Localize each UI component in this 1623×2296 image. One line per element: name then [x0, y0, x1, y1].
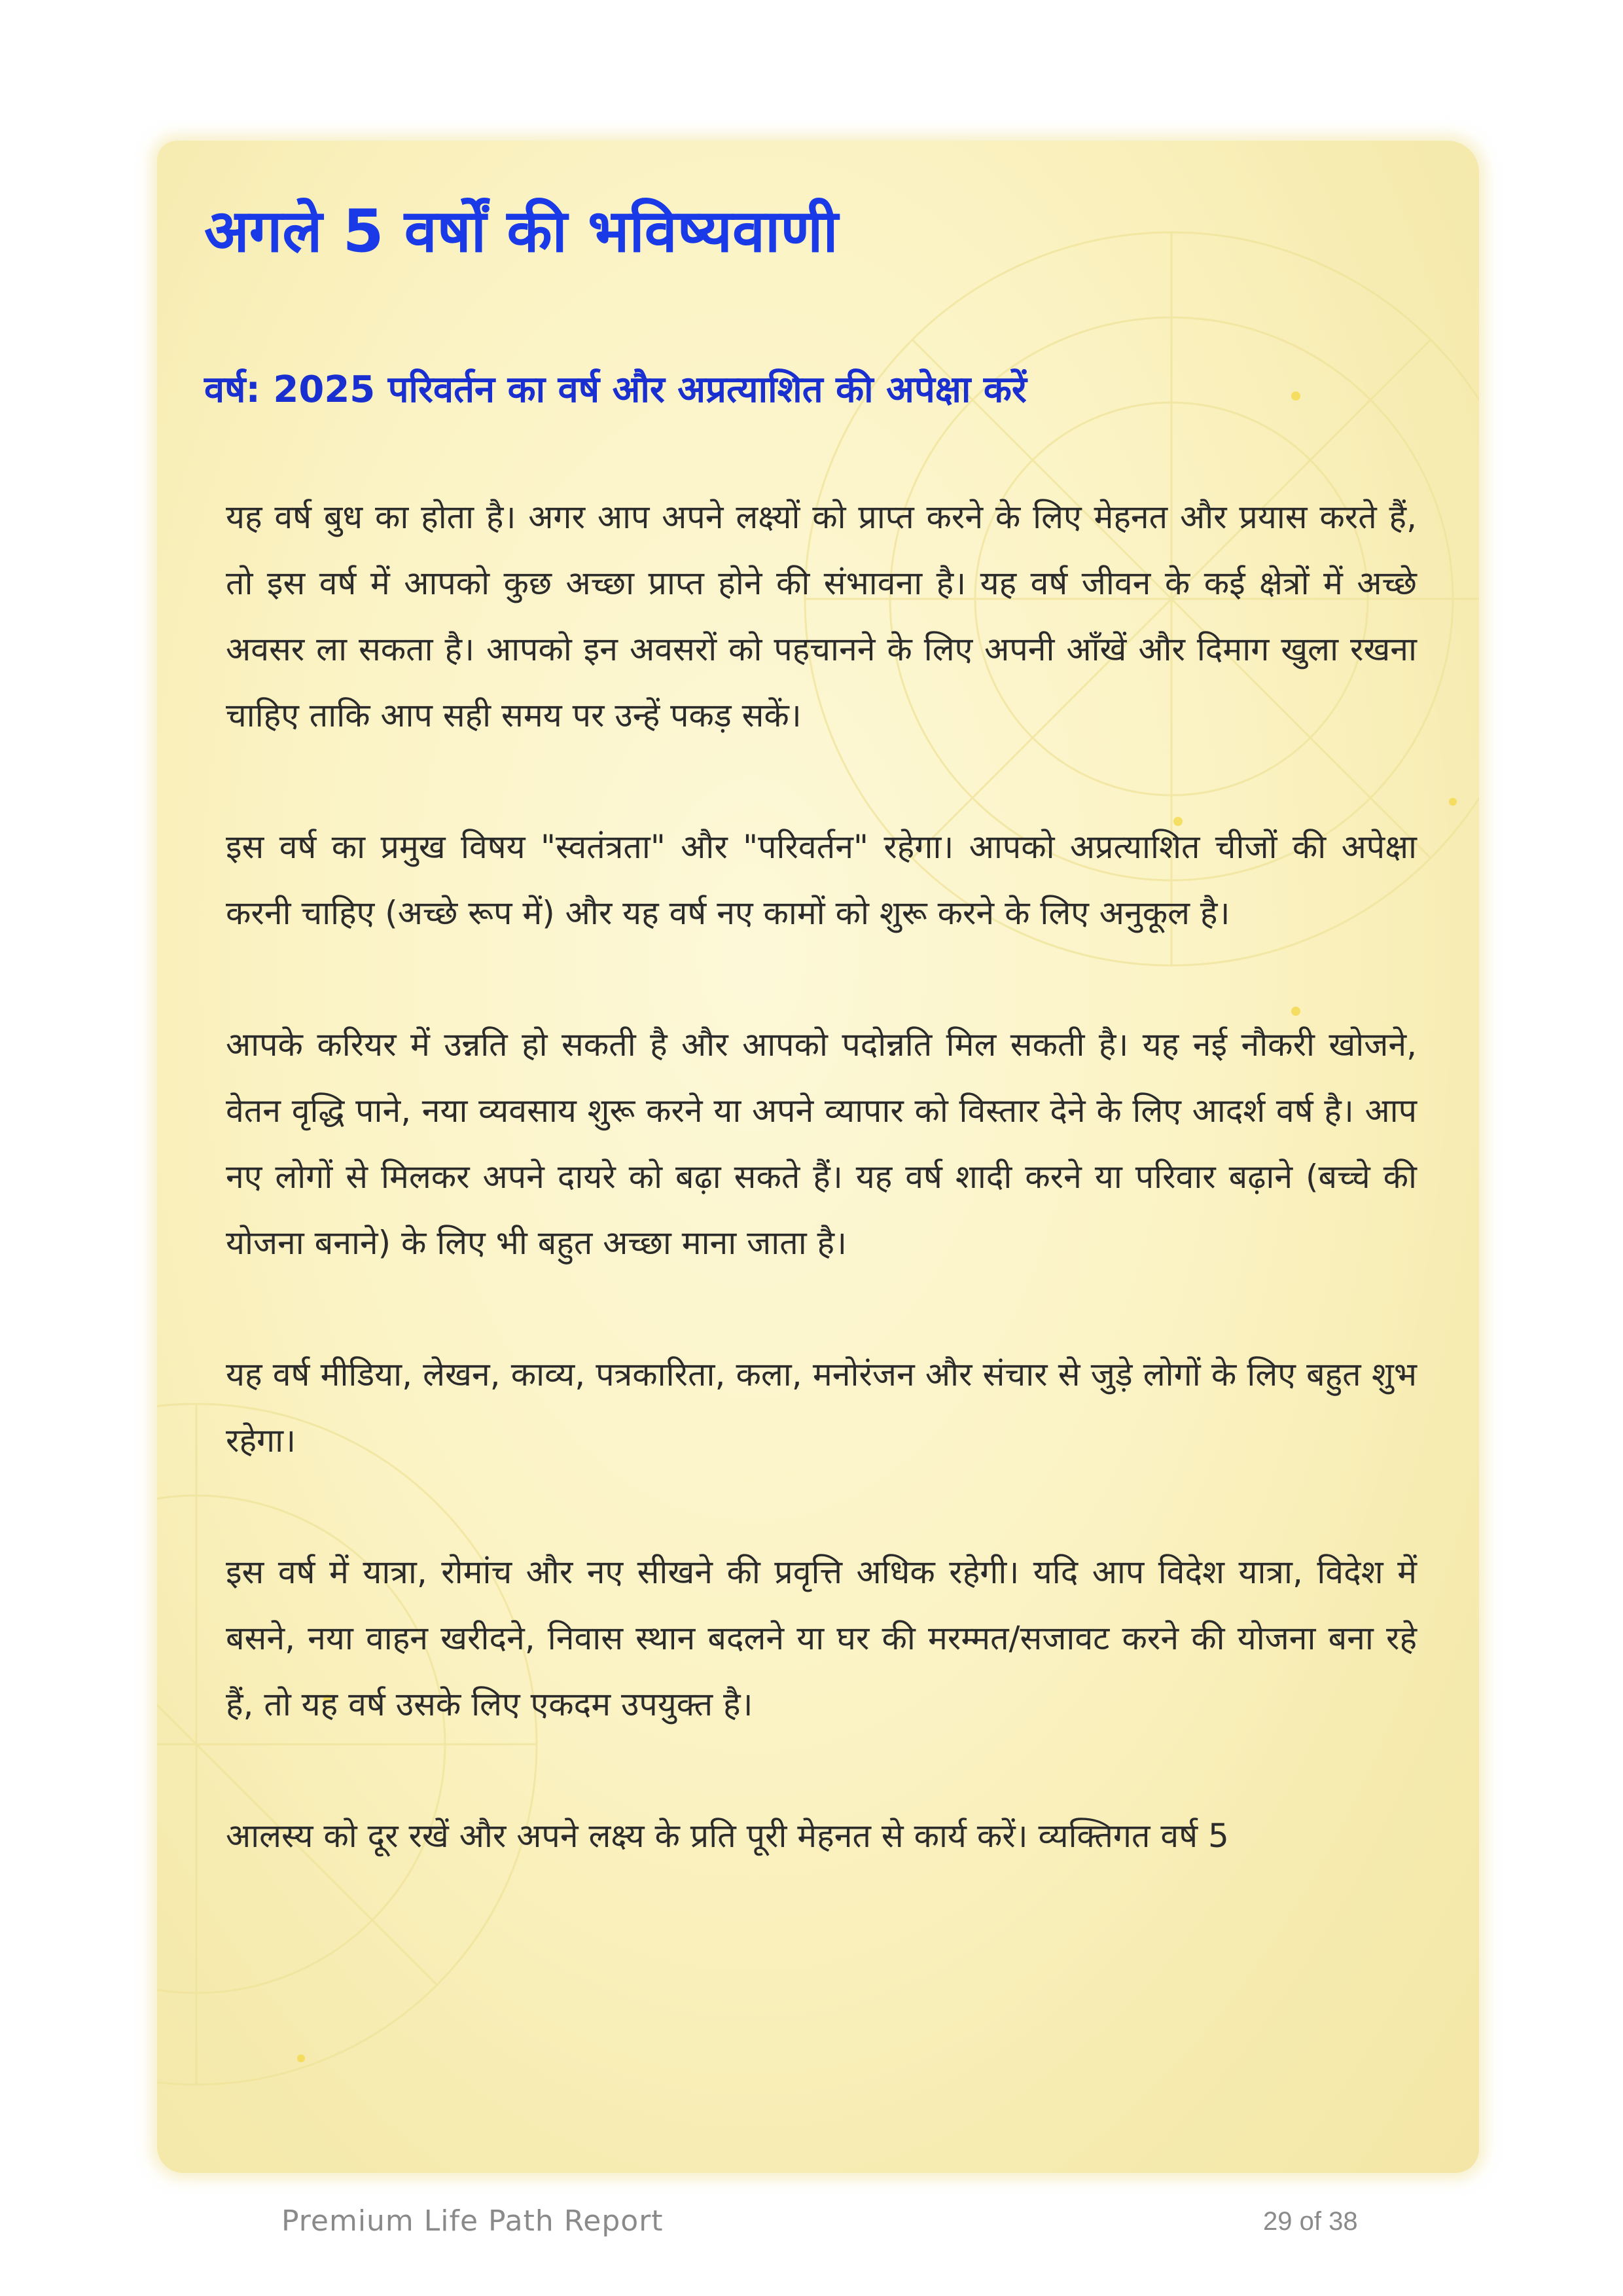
footer-page-number: 29 of 38: [1263, 2207, 1358, 2236]
paragraph-4: यह वर्ष मीडिया, लेखन, काव्य, पत्रकारिता, कला, मनोरंजन और संचार से जुड़े लोगों के लिए बहुत शुभ रहेगा।: [226, 1355, 1417, 1460]
paragraph-3: आपके करियर में उन्नति हो सकती है और आपको पदोन्नति मिल सकती है। यह नई नौकरी खोजने, वेतन वृद्धि पाने, नया व्यवसाय शुरू करने या अपने व्यापार को विस्तार देने के लिए आदर्श वर्ष है। आप नए लोगों से मिलकर अपने दायरे को बढ़ा सकते हैं। यह वर्ष शादी करने या परिवार बढ़ाने (बच्चे की योजना बनाने) के लिए भी बहुत अच्छा माना जाता है।: [226, 1026, 1417, 1262]
paragraph-2: इस वर्ष का प्रमुख विषय "स्वतंत्रता" और "परिवर्तन" रहेगा। आपको अप्रत्याशित चीजों की अपेक्षा करनी चाहिए (अच्छे रूप में) और यह वर्ष नए कामों को शुरू करने के लिए अनुकूल है।: [226, 828, 1417, 932]
paragraph-6: आलस्य को दूर रखें और अपने लक्ष्य के प्रति पूरी मेहनत से कार्य करें। व्यक्तिगत वर्ष 5: [226, 1817, 1229, 1855]
paragraph-5: इस वर्ष में यात्रा, रोमांच और नए सीखने की प्रवृत्ति अधिक रहेगी। यदि आप विदेश यात्रा, विदेश में बसने, नया वाहन खरीदने, निवास स्थान बदलने या घर की मरम्मत/सजावट करने की योजना बना रहे हैं, तो यह वर्ष उसके लिए एकदम उपयुक्त है।: [226, 1553, 1417, 1723]
paragraph-1: यह वर्ष बुध का होता है। अगर आप अपने लक्ष्यों को प्राप्त करने के लिए मेहनत और प्रयास करते हैं, तो इस वर्ष में आपको कुछ अच्छा प्राप्त होने की संभावना है। यह वर्ष जीवन के कई क्षेत्रों में अच्छे अवसर ला सकता है। आपको इन अवसरों को पहचानने के लिए अपनी आँखें और दिमाग खुला रखना चाहिए ताकि आप सही समय पर उन्हें पकड़ सकें।: [226, 498, 1417, 734]
footer-report-name: Premium Life Path Report: [281, 2204, 664, 2238]
section-heading: वर्ष: 2025 परिवर्तन का वर्ष और अप्रत्याशित की अपेक्षा करें: [204, 368, 1027, 411]
body-content: [226, 484, 1417, 1869]
page-title: अगले 5 वर्षों की भविष्यवाणी: [204, 197, 838, 266]
